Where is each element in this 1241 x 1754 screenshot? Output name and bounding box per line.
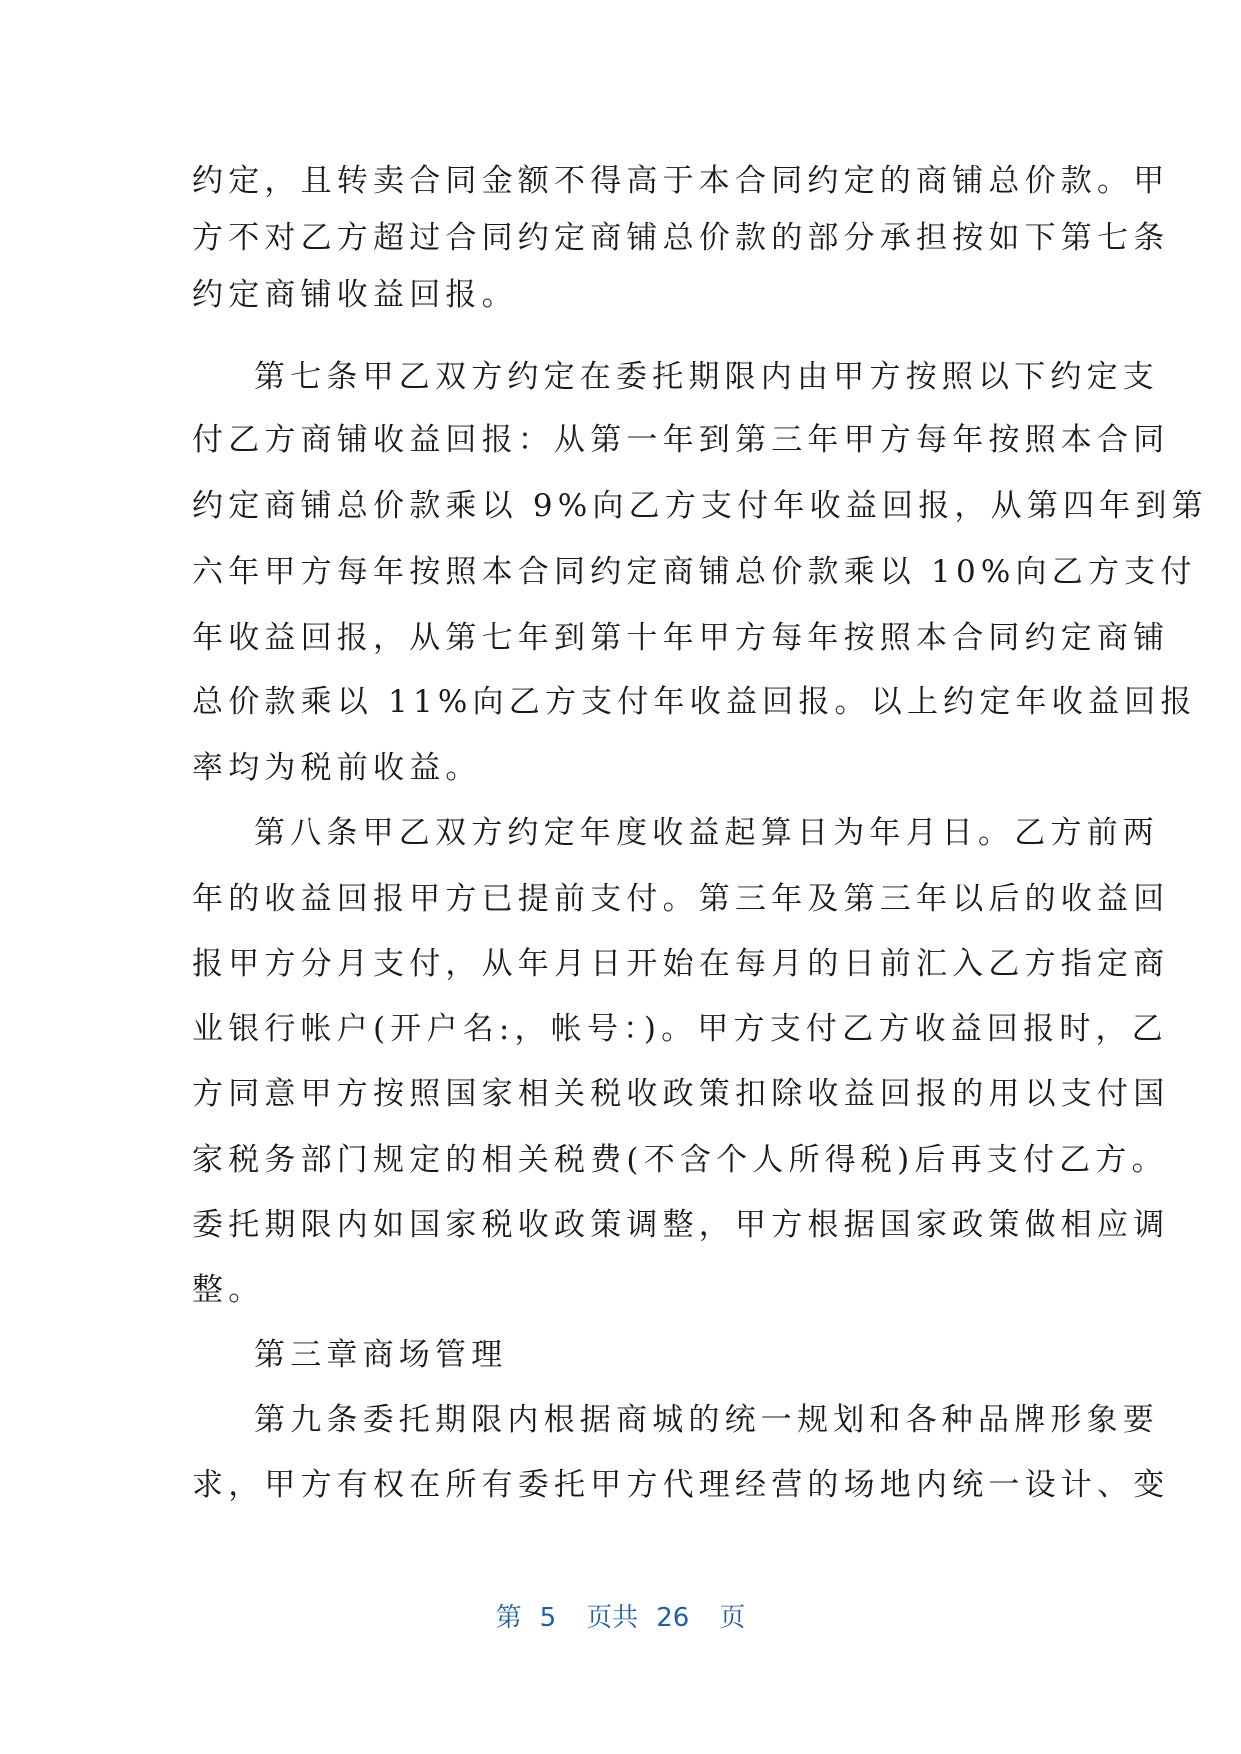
text-line: 约定商铺总价款乘以 9%向乙方支付年收益回报，从第四年到第	[192, 488, 1208, 524]
paragraph-article-7: 第七条甲乙双方约定在委托期限内由甲方按照以下约定支	[254, 359, 1159, 395]
text-line: 年收益回报，从第七年到第十年甲方每年按照本合同约定商铺	[192, 620, 1170, 656]
text-line: 委托期限内如国家税收政策调整，甲方根据国家政策做相应调	[192, 1207, 1170, 1243]
footer-label-end: 页	[719, 1603, 746, 1633]
text-line: 方同意甲方按照国家相关税收政策扣除收益回报的用以支付国	[192, 1076, 1170, 1112]
text-line: 方不对乙方超过合同约定商铺总价款的部分承担按如下第七条	[192, 220, 1170, 256]
chapter-heading: 第三章商场管理	[254, 1337, 508, 1373]
text-line: 总价款乘以 11%向乙方支付年收益回报。以上约定年收益回报	[192, 684, 1197, 720]
footer-label-of: 页共	[586, 1603, 639, 1633]
text-line: 求，甲方有权在所有委托甲方代理经营的场地内统一设计、变	[192, 1467, 1170, 1503]
text-line: 约定商铺收益回报。	[192, 277, 518, 313]
text-line: 付乙方商铺收益回报：从第一年到第三年甲方每年按照本合同	[192, 422, 1170, 458]
text-line: 六年甲方每年按照本合同约定商铺总价款乘以 10%向乙方支付	[192, 554, 1197, 590]
text-line: 约定，且转卖合同金额不得高于本合同约定的商铺总价款。甲	[192, 163, 1170, 199]
text-line: 年的收益回报甲方已提前支付。第三年及第三年以后的收益回	[192, 881, 1170, 917]
footer-label-page: 第	[495, 1603, 522, 1633]
current-page-number: 5	[539, 1603, 557, 1633]
text-line: 率均为税前收益。	[192, 750, 482, 786]
text-line: 业银行帐户(开户名:，帐号：)。甲方支付乙方收益回报时，乙	[192, 1011, 1168, 1047]
text-line: 整。	[192, 1272, 265, 1308]
total-pages-number: 26	[656, 1603, 690, 1633]
page-footer	[0, 1601, 1241, 1635]
paragraph-article-9: 第九条委托期限内根据商城的统一规划和各种品牌形象要	[254, 1402, 1159, 1438]
text-line: 报甲方分月支付，从年月日开始在每月的日前汇入乙方指定商	[192, 946, 1170, 982]
paragraph-article-8: 第八条甲乙双方约定年度收益起算日为年月日。乙方前两	[254, 815, 1159, 851]
text-line: 家税务部门规定的相关税费(不含个人所得税)后再支付乙方。	[192, 1142, 1168, 1178]
